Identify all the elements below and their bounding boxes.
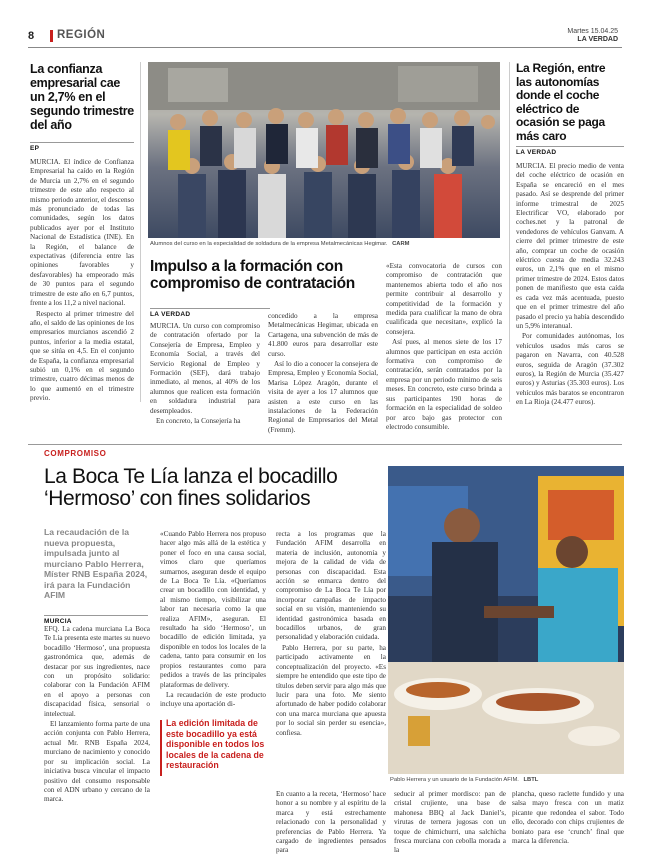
- paragraph: En cuanto a la receta, ‘Hermoso’ hace honor a su nombre y al espíritu de la marca y está estrechamente relacionado con la personalidad y preferencias de Pablo Herrera. Ya cargado de ingredientes pensados para: [276, 790, 386, 855]
- left-brief-title: La confianza empresarial cae un 2,7% en el segundo trimestre del año: [30, 62, 134, 132]
- main-story-col-1: [150, 322, 260, 426]
- header-date: Martes 15.04.25: [567, 28, 618, 35]
- caption-credit: CARM: [392, 241, 410, 247]
- right-brief-byline: LA VERDAD: [516, 146, 624, 156]
- left-brief: [30, 62, 134, 402]
- callout-marker: [160, 720, 162, 776]
- page-number: 8: [28, 30, 35, 42]
- bottom-story-col-b: [394, 790, 506, 855]
- left-brief-body: [30, 158, 134, 403]
- paragraph: seducir al primer mordisco: pan de cristal crujiente, una base de mahonesa BBQ al Jack Daniel’s, virutas de ternera jugosas con un toque de chimichurri, una salchicha fresca murciana con cebolla morada a la: [394, 790, 506, 855]
- main-story-col-2: [268, 312, 378, 434]
- right-brief-body: [516, 162, 624, 407]
- section-marker: [50, 30, 53, 42]
- paragraph: EFQ. La cadena murciana La Boca Te Lía presenta este martes su nuevo bocadillo ‘Hermoso’, una propuesta gastronómica que, además de destacar por sus ingredientes, nace con un propósito solidario: colaborar con la Fundación AFIM en el apoyo a personas con discapacidad física, sensorial o intelectual.: [44, 625, 150, 718]
- bottom-story-subtitle: La recaudación de la nueva propuesta, impulsada junto al murciano Pablo Herrera, Míster RNB España 2024, irá para la Fundación AFIM: [44, 527, 148, 600]
- main-story-byline: LA VERDAD: [150, 308, 270, 318]
- caption-text: Alumnos del curso en la especialidad de soldadura de la empresa Metalmecánicas Hegimar.: [150, 241, 388, 247]
- paragraph: «Esta convocatoria de cursos con compromiso de contratación que mantenemos abierta todo el año nos permite contribuir al desarrollo y competitividad de la formación y medida para cualificar la mano de obra cualificada que necesitan», explicó la consejera.: [386, 262, 502, 336]
- column-rule: [509, 62, 510, 402]
- paragraph: MURCIA. Un curso con compromiso de contratación ofertado por la Consejería de Empresa, Empleo y Economía Social, a través del Servicio Regional de Empleo y Formación (SEF), dará trabajo inmediato, al menos, al 40% de los alumnos que realicen esta formación en soldadura industrial para desempleados.: [150, 322, 260, 415]
- bottom-story-col-c: [512, 790, 624, 846]
- caption-credit: LBTL: [523, 777, 539, 783]
- paragraph: Pablo Herrera, por su parte, ha participado activamente en la conceptualización del proyecto. «Es siempre he entendido que este tipo de títulos deben servir para algo más que lucir para una foto. Me siento afortunado de haber podido colaborar con una marca murciana que apuesta por lo social sin perder su esencia», confiesa.: [276, 643, 386, 737]
- paragraph: concedido a la empresa Metalmecánicas Hegimar, ubicada en Cartagena, una subvención de más de 41.800 euros para desarrollar este curso.: [268, 312, 378, 358]
- paragraph: «Cuando Pablo Herrera nos propuso hacer algo más allá de la estética y poner el foco en una causa social, vimos claro que queríamos sumarnos, aseguran desde el equipo de La Boca Te Lía. «Queríamos crear un bocadillo con identidad, y al mismo tiempo, visibilizar una labor tan necesaria como la que realiza AFIM», aseguran. El resultado ha sido ‘Hermoso’, un bocadillo de edición limitada, ya disponible en todos los locales de la cadena, tanto para consumir en los propios restaurantes como para pedidos a través de las principales plataformas de delivery.: [160, 530, 266, 689]
- bottom-story-rule: [28, 444, 622, 445]
- caption-text: Pablo Herrera y un usuario de la Fundación AFIM.: [390, 777, 519, 783]
- main-story-col-3: [386, 262, 502, 431]
- paragraph: Así lo dio a conocer la consejera de Empresa, Empleo y Economía Social, Marisa López Aragón, durante el visita de ayer a los 17 alumnos que asisten a este curso en las instalaciones de la Federación Regional de Empresarios del Metal (Fremm).: [268, 360, 378, 434]
- bottom-story-col-3: [276, 530, 386, 770]
- group-photo: [148, 62, 500, 238]
- bottom-story-col-2: [160, 530, 266, 710]
- restaurant-photo-scene: [388, 466, 624, 774]
- bottom-story-col-1: [44, 625, 150, 833]
- paragraph: La recaudación de este producto incluye una aportación di-: [160, 690, 266, 709]
- column-rule: [140, 62, 141, 402]
- paragraph: recta a los programas que la Fundación AFIM desarrolla en materia de inclusión, autonomía y mejora de la calidad de vida de personas con discapacidad. Esta acción se enmarca dentro del compromiso de La Boca Te Lía por incorporar campañas de impacto social en su visión, manteniendo su identidad gastronómica basada en bocadillos urbanos, de gran personalidad y elaboración cuidada.: [276, 530, 386, 642]
- bottom-story-kicker: COMPROMISO: [44, 449, 107, 458]
- paragraph: En concreto, la Consejería ha: [156, 417, 241, 426]
- group-photo-figures: [148, 62, 500, 238]
- restaurant-photo: [388, 466, 624, 774]
- left-brief-byline: EP: [30, 142, 134, 152]
- right-brief-title: La Región, entre las autonomías donde el coche eléctrico de ocasión se paga más caro: [516, 61, 606, 143]
- callout-text: La edición limitada de este bocadillo ya está disponible en todos los locales de la cadena de restauración: [166, 718, 265, 771]
- main-story-title: Impulso a la formación con compromiso de contratación: [150, 258, 355, 292]
- paragraph: El lanzamiento forma parte de una acción conjunta con Pablo Herrera, actual Mr. RNB España 2024, murciano de nacimiento y conocido por su implicación social. La iniciativa busca vincular el impacto positivo del consumo responsable con el ADN urbano y cercano de la marca.: [44, 720, 150, 804]
- callout-quote: [160, 718, 272, 780]
- bottom-story-title: La Boca Te Lía lanza el bocadillo ‘Hermoso’ con fines solidarios: [44, 465, 338, 510]
- group-photo-caption: [150, 241, 502, 247]
- right-brief: [516, 61, 624, 407]
- section-title: REGIÓN: [57, 29, 106, 41]
- bottom-story-col-a: [276, 790, 386, 855]
- header-rule: [28, 47, 622, 48]
- paragraph: MURCIA. El índice de Confianza Empresarial ha caído en la Región de Murcia un 2,7% en el segundo trimestre de este año respecto al mismo periodo anterior, el descenso más pronunciado de todas las comunidades, según los datos publicados ayer por el Instituto Nacional de Estadística (INE). En la Región, el balance de expectativas (diferencia entre las opiniones favorables y desfavorables) ha empeorado más de 30 puntos para el segundo trimestre de este año en 6,7 puntos, frente a los 11,2 a nivel nacional.: [30, 158, 134, 308]
- paragraph: plancha, queso raclette fundido y una salsa mayo fresca con un matiz picante que redondea el sabor. Todo ello, decorado con chips crujientes de boniato para ese ‘crunch’ final que marca la diferencia.: [512, 790, 624, 846]
- paragraph: Así pues, al menos siete de los 17 alumnos que participan en esta acción formativa con compromiso de contratación, serán contratados por la empresa por un periodo mínimo de seis meses. En concreto, este curso brinda a sus participantes 190 horas de formación en la especialidad de soldeo por arco bajo gas protector con electrodo consumible.: [386, 338, 502, 431]
- header-paper: LA VERDAD: [577, 36, 618, 43]
- bottom-story-byline: MURCIA: [44, 615, 148, 625]
- paragraph: Respecto al primer trimestre del año, el saldo de las opiniones de los empresarios murcianos ascendió 2 puntos, inferior a la media estatal, que se sitúa en 4,5. En el conjunto de España, la confianza empresarial subió un 0,1% en el segundo trimestre, cuatro décimas menos de lo que aumentó en el trimestre previo.: [30, 309, 134, 403]
- paragraph: MURCIA. El precio medio de venta del coche eléctrico de ocasión en España se encareció en el mes pasado. Así se desprende del primer informe trimestral de 2025 Electrificar VO, elaborado por coches.net y la patronal de vendedores de vehículos Ganvam. A cierre del primer trimestre de este año, comprar un coche de ocasión eléctrico cuesta de media 32.243 euros, un 2,1% que en el mismo primer trimestre de 2024. Estos datos ponen de manifiesto que esta caída es cada vez más acentuada, puesto que en el primer trimestre del año pasado el precio ya había descendido un 5,9% interanual.: [516, 162, 624, 330]
- page-header: [20, 28, 630, 46]
- restaurant-photo-caption: [390, 777, 626, 783]
- paragraph: Por comunidades autónomas, los vehículos usados más caros se pagaron en Navarra, con 40.528 euros, seguida de Aragón (37.302 euros), la Región de Murcia (35.427 euros) y Asturias (35.303 euros). Los vehículos más baratos se encontraron en La Rioja (24.477 euros).: [516, 332, 624, 407]
